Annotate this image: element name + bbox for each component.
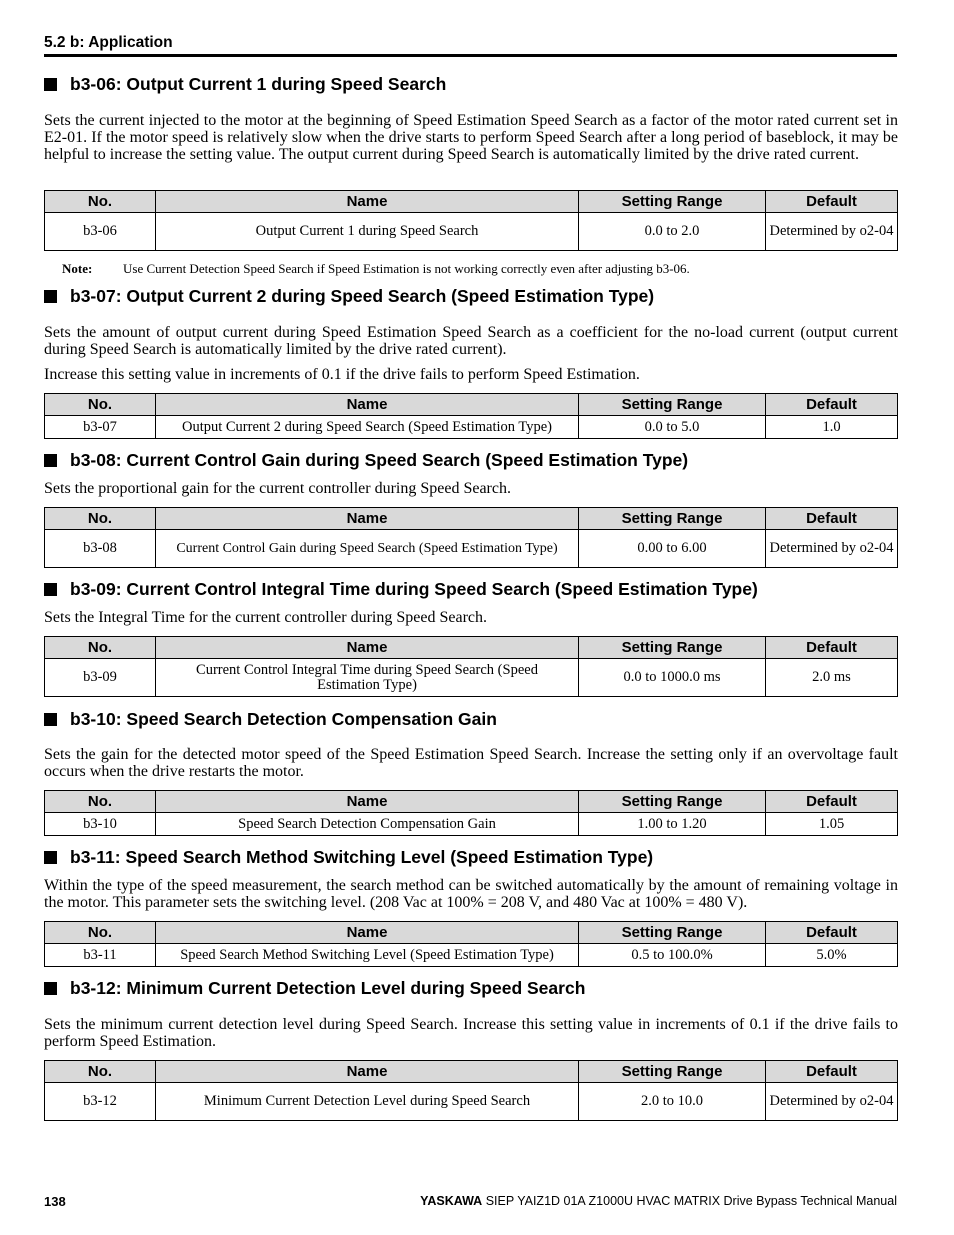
cell-default: Determined by o2-04: [766, 1083, 898, 1121]
parameter-table-b3-06: [44, 190, 898, 251]
paragraph: Sets the proportional gain for the current controller during Speed Search.: [44, 480, 511, 497]
header-no: No.: [45, 394, 156, 416]
cell-no: b3-09: [45, 659, 156, 697]
header-range: Setting Range: [579, 508, 766, 530]
cell-range: 0.5 to 100.0%: [579, 944, 766, 967]
square-bullet-icon: [44, 290, 57, 303]
square-bullet-icon: [44, 454, 57, 467]
cell-no: b3-11: [45, 944, 156, 967]
header-name: Name: [156, 791, 579, 813]
header-no: No.: [45, 637, 156, 659]
paragraph: Sets the gain for the detected motor speed of the Speed Estimation Speed Search. Increase the setting only if an overvoltage fault occurs when the drive restarts the motor.: [44, 746, 898, 780]
header-range: Setting Range: [579, 637, 766, 659]
cell-default: 2.0 ms: [766, 659, 898, 697]
cell-no: b3-06: [45, 213, 156, 251]
cell-name: Output Current 1 during Speed Search: [156, 213, 579, 251]
parameter-table-b3-08: [44, 507, 898, 568]
cell-no: b3-08: [45, 530, 156, 568]
cell-no: b3-10: [45, 813, 156, 836]
heading-text: b3-10: Speed Search Detection Compensation Gain: [70, 709, 497, 729]
cell-default: Determined by o2-04: [766, 213, 898, 251]
cell-name: Output Current 2 during Speed Search (Speed Estimation Type): [156, 416, 579, 439]
header-name: Name: [156, 191, 579, 213]
section-header: 5.2 b: Application: [44, 34, 897, 57]
header-no: No.: [45, 508, 156, 530]
heading-b3-07: [44, 286, 654, 307]
header-default: Default: [766, 922, 898, 944]
cell-range: 0.00 to 6.00: [579, 530, 766, 568]
parameter-table-b3-09: [44, 636, 898, 697]
paragraph: Sets the current injected to the motor at the beginning of Speed Estimation Speed Search as a factor of the motor rated current set in E2-01. If the motor speed is relatively slow when the drive starts to perform Speed Search after a long period of baseblock, it may be helpful to increase the setting value. The output current during Speed Search is automatically limited by the drive rated current.: [44, 112, 898, 163]
cell-name: Current Control Gain during Speed Search (Speed Estimation Type): [156, 530, 579, 568]
parameter-table-b3-07: [44, 393, 898, 439]
cell-range: 0.0 to 2.0: [579, 213, 766, 251]
page-number: 138: [44, 1194, 66, 1209]
header-no: No.: [45, 1061, 156, 1083]
heading-text: b3-07: Output Current 2 during Speed Search (Speed Estimation Type): [70, 286, 655, 306]
cell-range: 0.0 to 1000.0 ms: [579, 659, 766, 697]
cell-name: Minimum Current Detection Level during Speed Search: [156, 1083, 579, 1121]
header-range: Setting Range: [579, 791, 766, 813]
heading-b3-12: [44, 978, 585, 999]
heading-b3-08: [44, 450, 688, 471]
heading-b3-09: [44, 579, 758, 600]
square-bullet-icon: [44, 982, 57, 995]
header-name: Name: [156, 508, 579, 530]
note-label: Note:: [62, 261, 93, 276]
cell-range: 2.0 to 10.0: [579, 1083, 766, 1121]
parameter-table-b3-10: [44, 790, 898, 836]
cell-no: b3-12: [45, 1083, 156, 1121]
paragraph: Sets the amount of output current during Speed Estimation Speed Search as a coefficient for the no-load current (output current during Speed Search is automatically limited by the drive rated current).: [44, 324, 898, 358]
heading-b3-10: [44, 709, 497, 730]
header-name: Name: [156, 637, 579, 659]
heading-text: b3-09: Current Control Integral Time during Speed Search (Speed Estimation Type): [70, 579, 758, 599]
header-default: Default: [766, 1061, 898, 1083]
square-bullet-icon: [44, 851, 57, 864]
header-no: No.: [45, 922, 156, 944]
heading-text: b3-08: Current Control Gain during Speed Search (Speed Estimation Type): [70, 450, 689, 470]
note-text: Use Current Detection Speed Search if Speed Estimation is not working correctly even after adjusting b3-06.: [123, 261, 690, 276]
cell-range: 0.0 to 5.0: [579, 416, 766, 439]
paragraph: Sets the minimum current detection level during Speed Search. Increase this setting value in increments of 0.1 if the drive fails to perform Speed Estimation.: [44, 1016, 898, 1050]
header-default: Default: [766, 637, 898, 659]
header-range: Setting Range: [579, 922, 766, 944]
cell-name: Speed Search Method Switching Level (Speed Estimation Type): [156, 944, 579, 967]
heading-text: b3-12: Minimum Current Detection Level during Speed Search: [70, 978, 586, 998]
heading-text: b3-06: Output Current 1 during Speed Search: [70, 74, 447, 94]
header-no: No.: [45, 191, 156, 213]
cell-default: 5.0%: [766, 944, 898, 967]
header-range: Setting Range: [579, 191, 766, 213]
brand-name: YASKAWA: [420, 1194, 483, 1208]
cell-default: 1.05: [766, 813, 898, 836]
header-default: Default: [766, 191, 898, 213]
square-bullet-icon: [44, 583, 57, 596]
square-bullet-icon: [44, 78, 57, 91]
parameter-table-b3-11: [44, 921, 898, 967]
cell-default: 1.0: [766, 416, 898, 439]
cell-default: Determined by o2-04: [766, 530, 898, 568]
header-range: Setting Range: [579, 1061, 766, 1083]
paragraph: Within the type of the speed measurement, the search method can be switched automatically by the amount of remaining voltage in the motor. This parameter sets the switching level. (208 Vac at 100% = 208 V, and 480 Vac at 100% = 480 V).: [44, 877, 898, 911]
cell-name: Speed Search Detection Compensation Gain: [156, 813, 579, 836]
heading-b3-11: [44, 847, 653, 868]
cell-range: 1.00 to 1.20: [579, 813, 766, 836]
paragraph: Increase this setting value in increments of 0.1 if the drive fails to perform Speed Estimation.: [44, 366, 640, 383]
heading-b3-06: [44, 74, 446, 95]
heading-text: b3-11: Speed Search Method Switching Level (Speed Estimation Type): [70, 847, 654, 867]
header-default: Default: [766, 508, 898, 530]
parameter-table-b3-12: [44, 1060, 898, 1121]
header-no: No.: [45, 791, 156, 813]
cell-name: Current Control Integral Time during Speed Search (Speed Estimation Type): [156, 659, 579, 697]
header-name: Name: [156, 1061, 579, 1083]
cell-no: b3-07: [45, 416, 156, 439]
header-default: Default: [766, 791, 898, 813]
header-name: Name: [156, 394, 579, 416]
square-bullet-icon: [44, 713, 57, 726]
header-range: Setting Range: [579, 394, 766, 416]
manual-title: [420, 1194, 897, 1208]
note: [62, 261, 690, 277]
header-default: Default: [766, 394, 898, 416]
manual-name: SIEP YAIZ1D 01A Z1000U HVAC MATRIX Drive Bypass Technical Manual: [485, 1194, 897, 1208]
header-name: Name: [156, 922, 579, 944]
paragraph: Sets the Integral Time for the current controller during Speed Search.: [44, 609, 487, 626]
